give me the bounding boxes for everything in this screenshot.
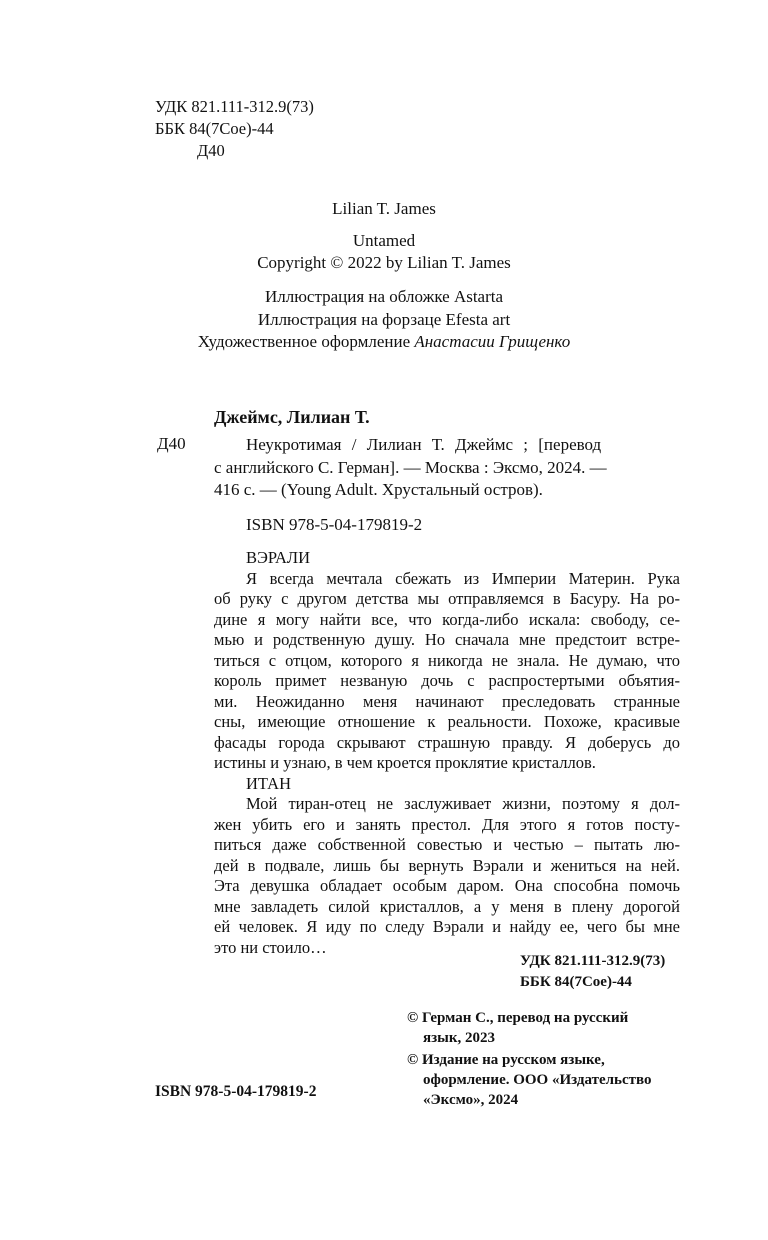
translation-copyright-cont: язык, 2023	[423, 1030, 495, 1046]
bbk-code: ББК 84(7Сое)-44	[155, 119, 274, 138]
art-designer-name: Анастасии Грищенко	[414, 332, 571, 351]
endpaper-illustration-credit: Иллюстрация на форзаце Efesta art	[257, 309, 511, 329]
bibliographic-heading: Джеймс, Лилиан Т.	[214, 407, 370, 427]
classification-codes	[155, 96, 314, 162]
annotation-line: мне завладеть силой кристаллов, а у меня в плену дорогой	[214, 896, 680, 916]
original-title: Untamed	[352, 231, 416, 250]
bibliographic-description	[214, 434, 654, 502]
annotation-line: жен убить его и занять престол. Для этого я готов посту-	[214, 814, 680, 834]
edition-copyright-cont: оформление. ООО «Издательство	[423, 1072, 652, 1088]
biblio-line: с английского С. Герман]. — Москва : Эксмо, 2024. —	[214, 457, 607, 477]
annotation-line: фасады города скрывают страшную правду. Я доберусь до	[214, 732, 680, 752]
translation-copyright: © Герман С., перевод на русский	[407, 1010, 629, 1026]
art-design-credit	[0, 331, 768, 354]
annotation-line: мью и родственную душу. Но сначала мне предстоит встре-	[214, 630, 680, 649]
section-heading-itan: ИТАН	[246, 773, 292, 793]
annotation-line: об руку с другом детства мы отправляемся в Басуру. На ро-	[214, 589, 680, 608]
author-mark: Д40	[197, 141, 225, 160]
biblio-line: 416 с. — (Young Adult. Хрустальный остров).	[214, 480, 543, 499]
edition-copyright-cont: «Эксмо», 2024	[423, 1092, 519, 1108]
original-author: Lilian T. James	[332, 199, 436, 218]
copyright-notices	[407, 1008, 652, 1110]
bottom-bbk-code: ББК 84(7Сое)-44	[520, 974, 632, 990]
edition-copyright: © Издание на русском языке,	[407, 1052, 605, 1068]
section-heading-verali: ВЭРАЛИ	[246, 548, 310, 567]
annotation-line: ми. Неожиданно меня начинают преследовать странные	[214, 691, 680, 711]
udk-code: УДК 821.111-312.9(73)	[155, 97, 314, 116]
annotation-line: питься даже собственной совестью и честью – пытать лю-	[214, 835, 680, 854]
bottom-classification-codes	[520, 951, 665, 993]
annotation-line: дей в подвале, лишь бы вернуть Вэрали и жениться на ней.	[214, 855, 680, 875]
annotation-line: сны, имеющие отношение к реальности. Похоже, красивые	[214, 712, 680, 731]
biblio-line: Неукротимая / Лилиан Т. Джеймс ; [перевод	[246, 435, 602, 454]
annotation-line: Эта девушка обладает особым даром. Она способна помочь	[214, 876, 680, 895]
annotation-line: истины и узнаю, в чем кроется проклятие кристаллов.	[214, 753, 596, 772]
annotation-line: титься с отцом, которого я никогда не знала. Не думаю, что	[214, 650, 680, 670]
annotation-line: Мой тиран-отец не заслуживает жизни, поэтому я дол-	[246, 794, 680, 813]
bottom-isbn: ISBN 978-5-04-179819-2	[155, 1083, 317, 1100]
bibliographic-author-mark: Д40	[157, 434, 186, 453]
annotation-line: Я всегда мечтала сбежать из Империи Материн. Рука	[246, 568, 680, 588]
cover-illustration-credit: Иллюстрация на обложке Astarta	[264, 287, 504, 306]
annotation-line: король примет незваную дочь с распростертыми объятия-	[214, 671, 680, 690]
annotation-line: ей человек. Я иду по следу Вэрали и найду ее, чего бы мне	[214, 917, 680, 936]
bottom-udk-code: УДК 821.111-312.9(73)	[520, 953, 666, 969]
annotation-line: это ни стоило…	[214, 937, 327, 957]
copyright-line: Copyright © 2022 by Lilian T. James	[257, 253, 511, 272]
illustration-credits	[0, 286, 768, 354]
art-design-label: Художественное оформление	[197, 332, 415, 351]
annotation	[214, 548, 680, 958]
annotation-line: дине я могу найти все, что когда-либо искала: свободу, се-	[214, 609, 680, 629]
isbn: ISBN 978-5-04-179819-2	[246, 515, 423, 534]
